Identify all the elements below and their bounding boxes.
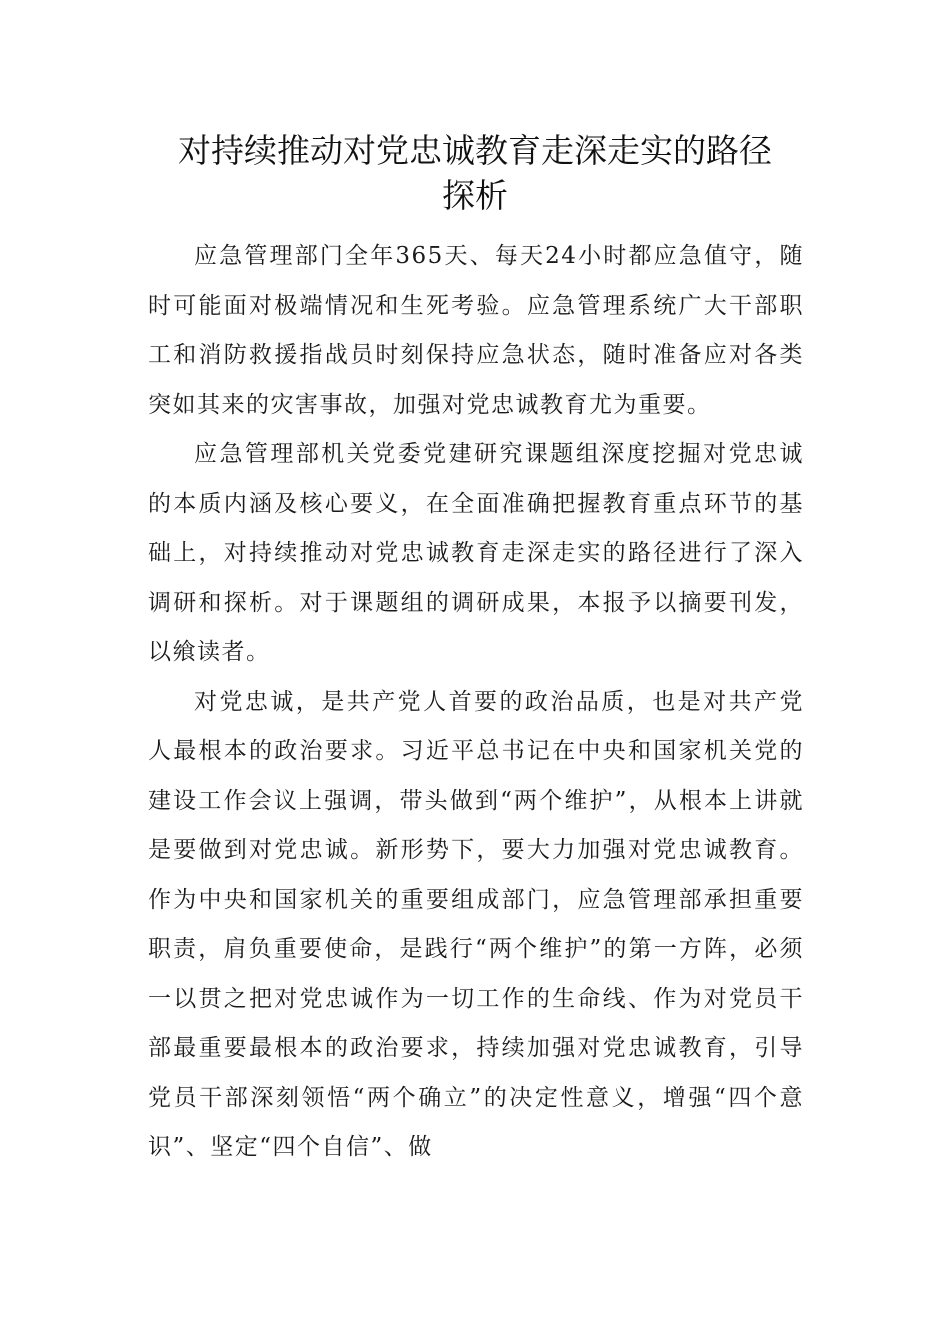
document-body <box>148 232 804 1173</box>
document-title <box>100 128 850 218</box>
document-title-line-2: 探析 <box>442 176 508 215</box>
paragraph-3: 对党忠诚，是共产党人首要的政治品质，也是对共产党人最根本的政治要求。习近平总书记在中央和国家机关党的建设工作会议上强调，带头做到“两个维护”，从根本上讲就是要做到对党忠诚。新形势下，要大力加强对党忠诚教育。作为中央和国家机关的重要组成部门，应急管理部承担重要职责，肩负重要使命，是践行“两个维护”的第一方阵，必须一以贯之把对党忠诚作为一切工作的生命线、作为对党员干部最重要最根本的政治要求，持续加强对党忠诚教育，引导党员干部深刻领悟“两个确立”的决定性意义，增强“四个意识”、坚定“四个自信”、做 <box>148 688 804 1160</box>
paragraph-1: 应急管理部门全年365天、每天24小时都应急值守，随时可能面对极端情况和生死考验。应急管理系统广大干部职工和消防救援指战员时刻保持应急状态，随时准备应对各类突如其来的灾害事故，加强对党忠诚教育尤为重要。 <box>148 243 804 418</box>
paragraph-2: 应急管理部机关党委党建研究课题组深度挖掘对党忠诚的本质内涵及核心要义，在全面准确把握教育重点环节的基础上，对持续推动对党忠诚教育走深走实的路径进行了深入调研和探析。对于课题组的调研成果，本报予以摘要刊发，以飨读者。 <box>148 441 804 665</box>
document-title-line-1: 对持续推动对党忠诚教育走深走实的路径 <box>178 131 772 170</box>
